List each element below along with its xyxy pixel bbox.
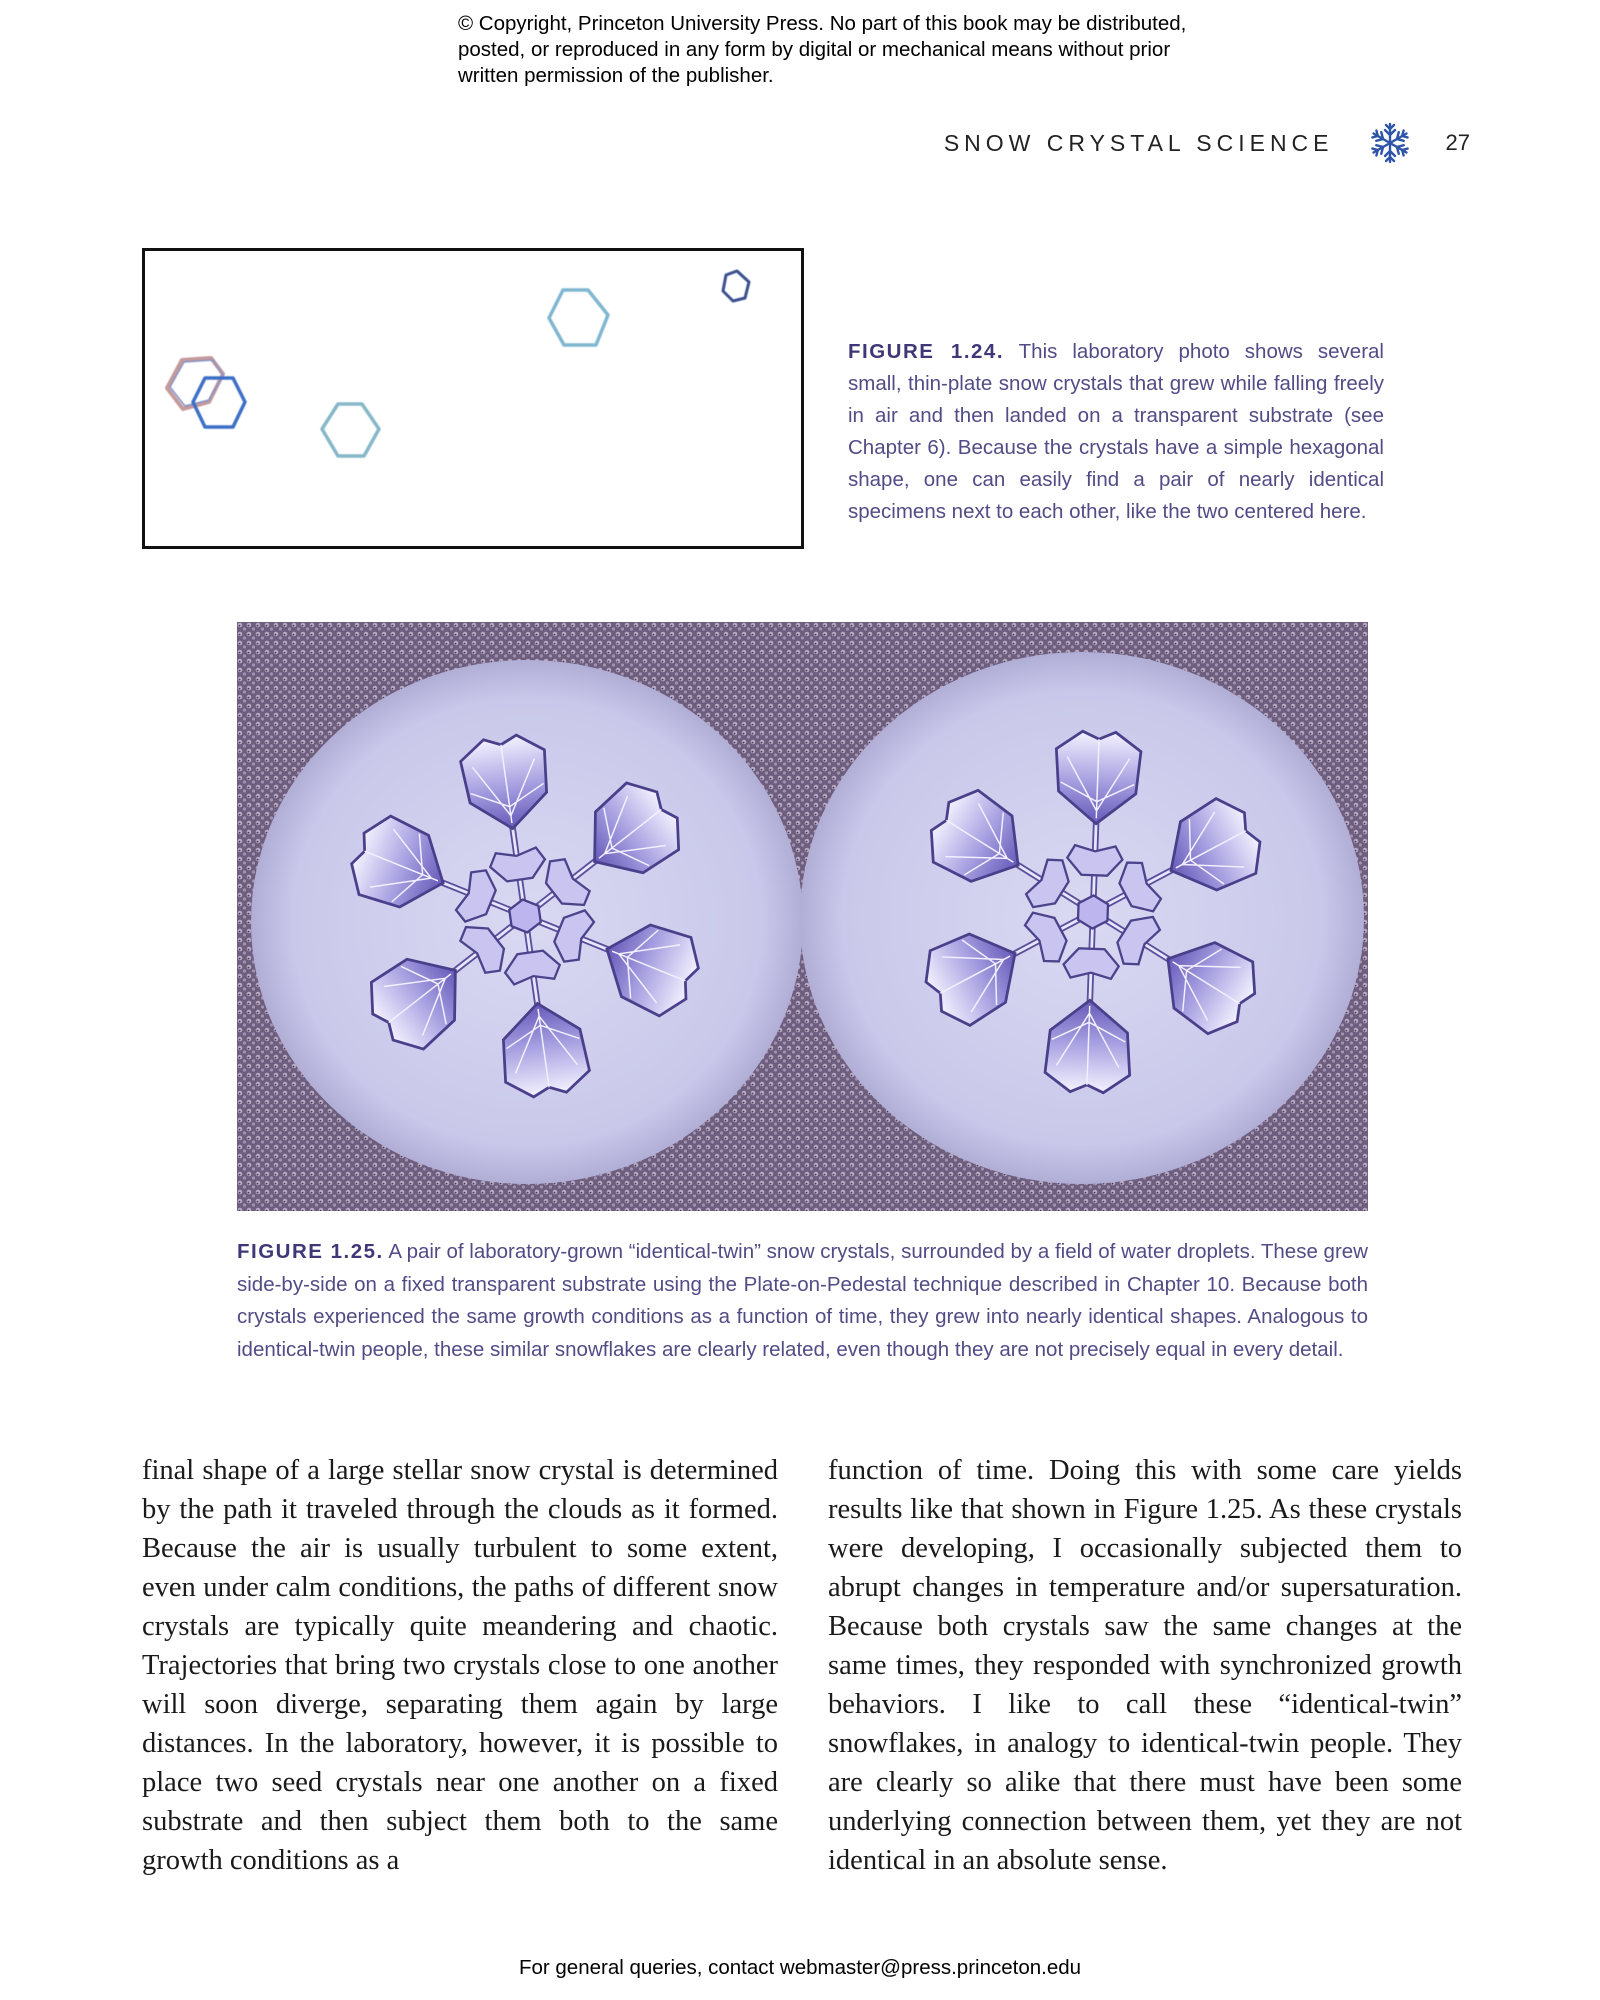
hex-crystal-top-center xyxy=(549,290,608,345)
hex-crystal-bottom xyxy=(322,404,379,456)
running-head-title: SNOW CRYSTAL SCIENCE xyxy=(943,129,1334,156)
figure-1-24-photo xyxy=(142,248,804,549)
figure-1-25-caption-text: A pair of laboratory-grown “identical-twin” snow crystals, surrounded by a field of water droplets. These grew side-by-side on a fixed transparent substrate using the Plate-on-Pedestal technique described in Chapter 10. Because both crystals experienced the same growth conditions as a function of time, they grew into nearly identical shapes. Analogous to identical-twin people, these similar snowflakes are clearly related, even though they are not precisely equal in every detail. xyxy=(237,1240,1368,1361)
figure-1-24-label: FIGURE 1.24. xyxy=(848,340,1005,363)
page-number: 27 xyxy=(1445,130,1470,155)
figure-1-25-caption xyxy=(237,1236,1368,1366)
figure-1-24-caption xyxy=(848,336,1384,528)
figure-1-25-label: FIGURE 1.25. xyxy=(237,1240,384,1263)
body-text-right-column: function of time. Doing this with some care yields results like that shown in Figure 1.25. As these crystals were developing, I occasionally subjected them to abrupt changes in temperature and/or supersaturation. Because both crystals saw the same changes at the same times, they responded with synchronized growth behaviors. I like to call these “identical-twin” snowflakes, in analogy to identical-twin people. They are clearly so alike that there must have been some underlying connection between them, yet they are not identical in an absolute sense. xyxy=(828,1455,1462,1876)
figure-1-25-photo xyxy=(237,622,1368,1211)
running-head xyxy=(944,126,1470,160)
figure-1-24-caption-text: This laboratory photo shows several small, thin-plate snow crystals that grew while falling freely in air and then landed on a transparent substrate (see Chapter 6). Because the crystals have a simple hexagonal shape, one can easily find a pair of nearly identical specimens next to each other, like the two centered here. xyxy=(848,340,1384,523)
footer-contact: For general queries, contact webmaster@press.princeton.edu xyxy=(518,1956,1082,1979)
hex-crystal-small-top-right xyxy=(723,271,749,301)
body-text-left-column: final shape of a large stellar snow crystal is determined by the path it traveled through the clouds as it formed. Because the air is usually turbulent to some extent, even under calm conditions, the paths of different snow crystals are typically quite meandering and chaotic. Trajectories that bring two crystals close to one another will soon diverge, separating them again by large distances. In the laboratory, however, it is possible to place two seed crystals near one another on a fixed substrate and then subject them both to the same growth conditions as a xyxy=(142,1455,778,1876)
snowflake-icon xyxy=(1368,121,1412,165)
copyright-notice: © Copyright, Princeton University Press. No part of this book may be distributed, posted, or reproduced in any form by digital or mechanical means without prior written permission of the publisher. xyxy=(458,12,1187,87)
